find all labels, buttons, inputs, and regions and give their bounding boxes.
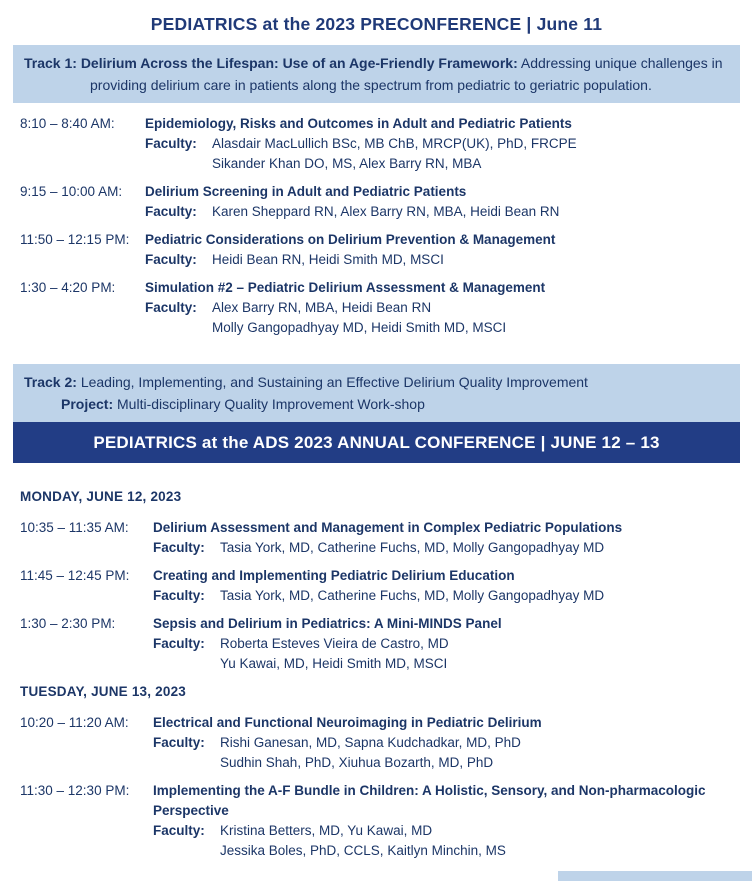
preconference-sessions <box>20 114 733 338</box>
session-title: Electrical and Functional Neuroimaging in Pediatric Delirium <box>153 715 542 730</box>
faculty-label: Faculty: <box>153 540 205 555</box>
faculty-names: Alasdair MacLullich BSc, MB ChB, MRCP(UK), PhD, FRCPE <box>212 136 577 151</box>
track2-project-label: Project: <box>61 396 114 412</box>
day-heading-tuesday: TUESDAY, JUNE 13, 2023 <box>20 684 186 699</box>
annual-conference-banner <box>13 422 740 463</box>
faculty-names: Jessika Boles, PhD, CCLS, Kaitlyn Minchin, MS <box>220 843 506 858</box>
faculty-names: Kristina Betters, MD, Yu Kawai, MD <box>220 823 433 838</box>
annual-sessions <box>20 487 733 861</box>
session-row <box>20 278 733 338</box>
session-title: Delirium Screening in Adult and Pediatric Patients <box>145 184 467 199</box>
session-row <box>20 614 733 674</box>
faculty-label: Faculty: <box>153 823 205 838</box>
track2-project-text: Multi-disciplinary Quality Improvement Work-shop <box>117 396 425 412</box>
track1-banner <box>13 45 740 103</box>
faculty-label: Faculty: <box>145 136 197 151</box>
faculty-names: Rishi Ganesan, MD, Sapna Kudchadkar, MD, PhD <box>220 735 521 750</box>
faculty-label: Faculty: <box>153 588 205 603</box>
session-title: Implementing the A-F Bundle in Children: A Holistic, Sensory, and Non-pharmacologic Perspective <box>153 783 706 818</box>
faculty-names: Roberta Esteves Vieira de Castro, MD <box>220 636 449 651</box>
faculty-names: Karen Sheppard RN, Alex Barry RN, MBA, Heidi Bean RN <box>212 204 560 219</box>
faculty-names: Sudhin Shah, PhD, Xiuhua Bozarth, MD, PhD <box>220 755 494 770</box>
track1-text: Addressing unique challenges in providing delirium care in patients along the spectrum from pediatric to geriatric population. <box>90 55 723 93</box>
page-title: PEDIATRICS at the 2023 PRECONFERENCE | June 11 <box>150 14 603 34</box>
faculty-names: Sikander Khan DO, MS, Alex Barry RN, MBA <box>212 156 482 171</box>
session-row <box>20 713 733 773</box>
session-time: 1:30 – 2:30 PM: <box>20 616 116 631</box>
session-title: Delirium Assessment and Management in Complex Pediatric Populations <box>153 520 623 535</box>
session-title: Sepsis and Delirium in Pediatrics: A Mini-MINDS Panel <box>153 616 502 631</box>
session-row <box>20 566 733 606</box>
faculty-label: Faculty: <box>153 735 205 750</box>
session-row <box>20 182 733 222</box>
session-time: 10:35 – 11:35 AM: <box>20 520 129 535</box>
faculty-label: Faculty: <box>145 252 197 267</box>
track1-label: Track 1: Delirium Across the Lifespan: Use of an Age-Friendly Framework: <box>24 55 518 71</box>
faculty-names: Tasia York, MD, Catherine Fuchs, MD, Molly Gangopadhyay MD <box>220 540 605 555</box>
session-time: 11:45 – 12:45 PM: <box>20 568 130 583</box>
faculty-names: Tasia York, MD, Catherine Fuchs, MD, Molly Gangopadhyay MD <box>220 588 605 603</box>
faculty-names: Molly Gangopadhyay MD, Heidi Smith MD, MSCI <box>212 320 507 335</box>
faculty-label: Faculty: <box>145 300 197 315</box>
session-title: Pediatric Considerations on Delirium Prevention & Management <box>145 232 556 247</box>
track2-line2 <box>24 393 729 415</box>
session-time: 10:20 – 11:20 AM: <box>20 715 129 730</box>
session-row <box>20 781 733 861</box>
faculty-label: Faculty: <box>153 636 205 651</box>
faculty-names: Yu Kawai, MD, Heidi Smith MD, MSCI <box>220 656 448 671</box>
session-time: 11:50 – 12:15 PM: <box>20 232 130 247</box>
day-heading-monday: MONDAY, JUNE 12, 2023 <box>20 489 182 504</box>
faculty-names: Alex Barry RN, MBA, Heidi Bean RN <box>212 300 432 315</box>
session-time: 9:15 – 10:00 AM: <box>20 184 123 199</box>
session-row <box>20 230 733 270</box>
track2-label: Track 2: <box>24 374 77 390</box>
faculty-names: Heidi Bean RN, Heidi Smith MD, MSCI <box>212 252 444 267</box>
track2-line1 <box>24 371 729 393</box>
session-row <box>20 518 733 558</box>
track1-description <box>24 52 729 96</box>
session-row <box>20 114 733 174</box>
annual-conference-title: PEDIATRICS at the ADS 2023 ANNUAL CONFERENCE | JUNE 12 – 13 <box>93 433 660 452</box>
track2-banner <box>13 364 740 422</box>
track2-text: Leading, Implementing, and Sustaining an Effective Delirium Quality Improvement <box>80 374 588 390</box>
session-time: 11:30 – 12:30 PM: <box>20 783 130 798</box>
session-title: Simulation #2 – Pediatric Delirium Assessment & Management <box>145 280 546 295</box>
session-title: Epidemiology, Risks and Outcomes in Adult and Pediatric Patients <box>145 116 572 131</box>
session-time: 8:10 – 8:40 AM: <box>20 116 115 131</box>
faculty-label: Faculty: <box>145 204 197 219</box>
session-time: 1:30 – 4:20 PM: <box>20 280 116 295</box>
partial-next-banner <box>558 871 752 881</box>
session-title: Creating and Implementing Pediatric Delirium Education <box>153 568 515 583</box>
